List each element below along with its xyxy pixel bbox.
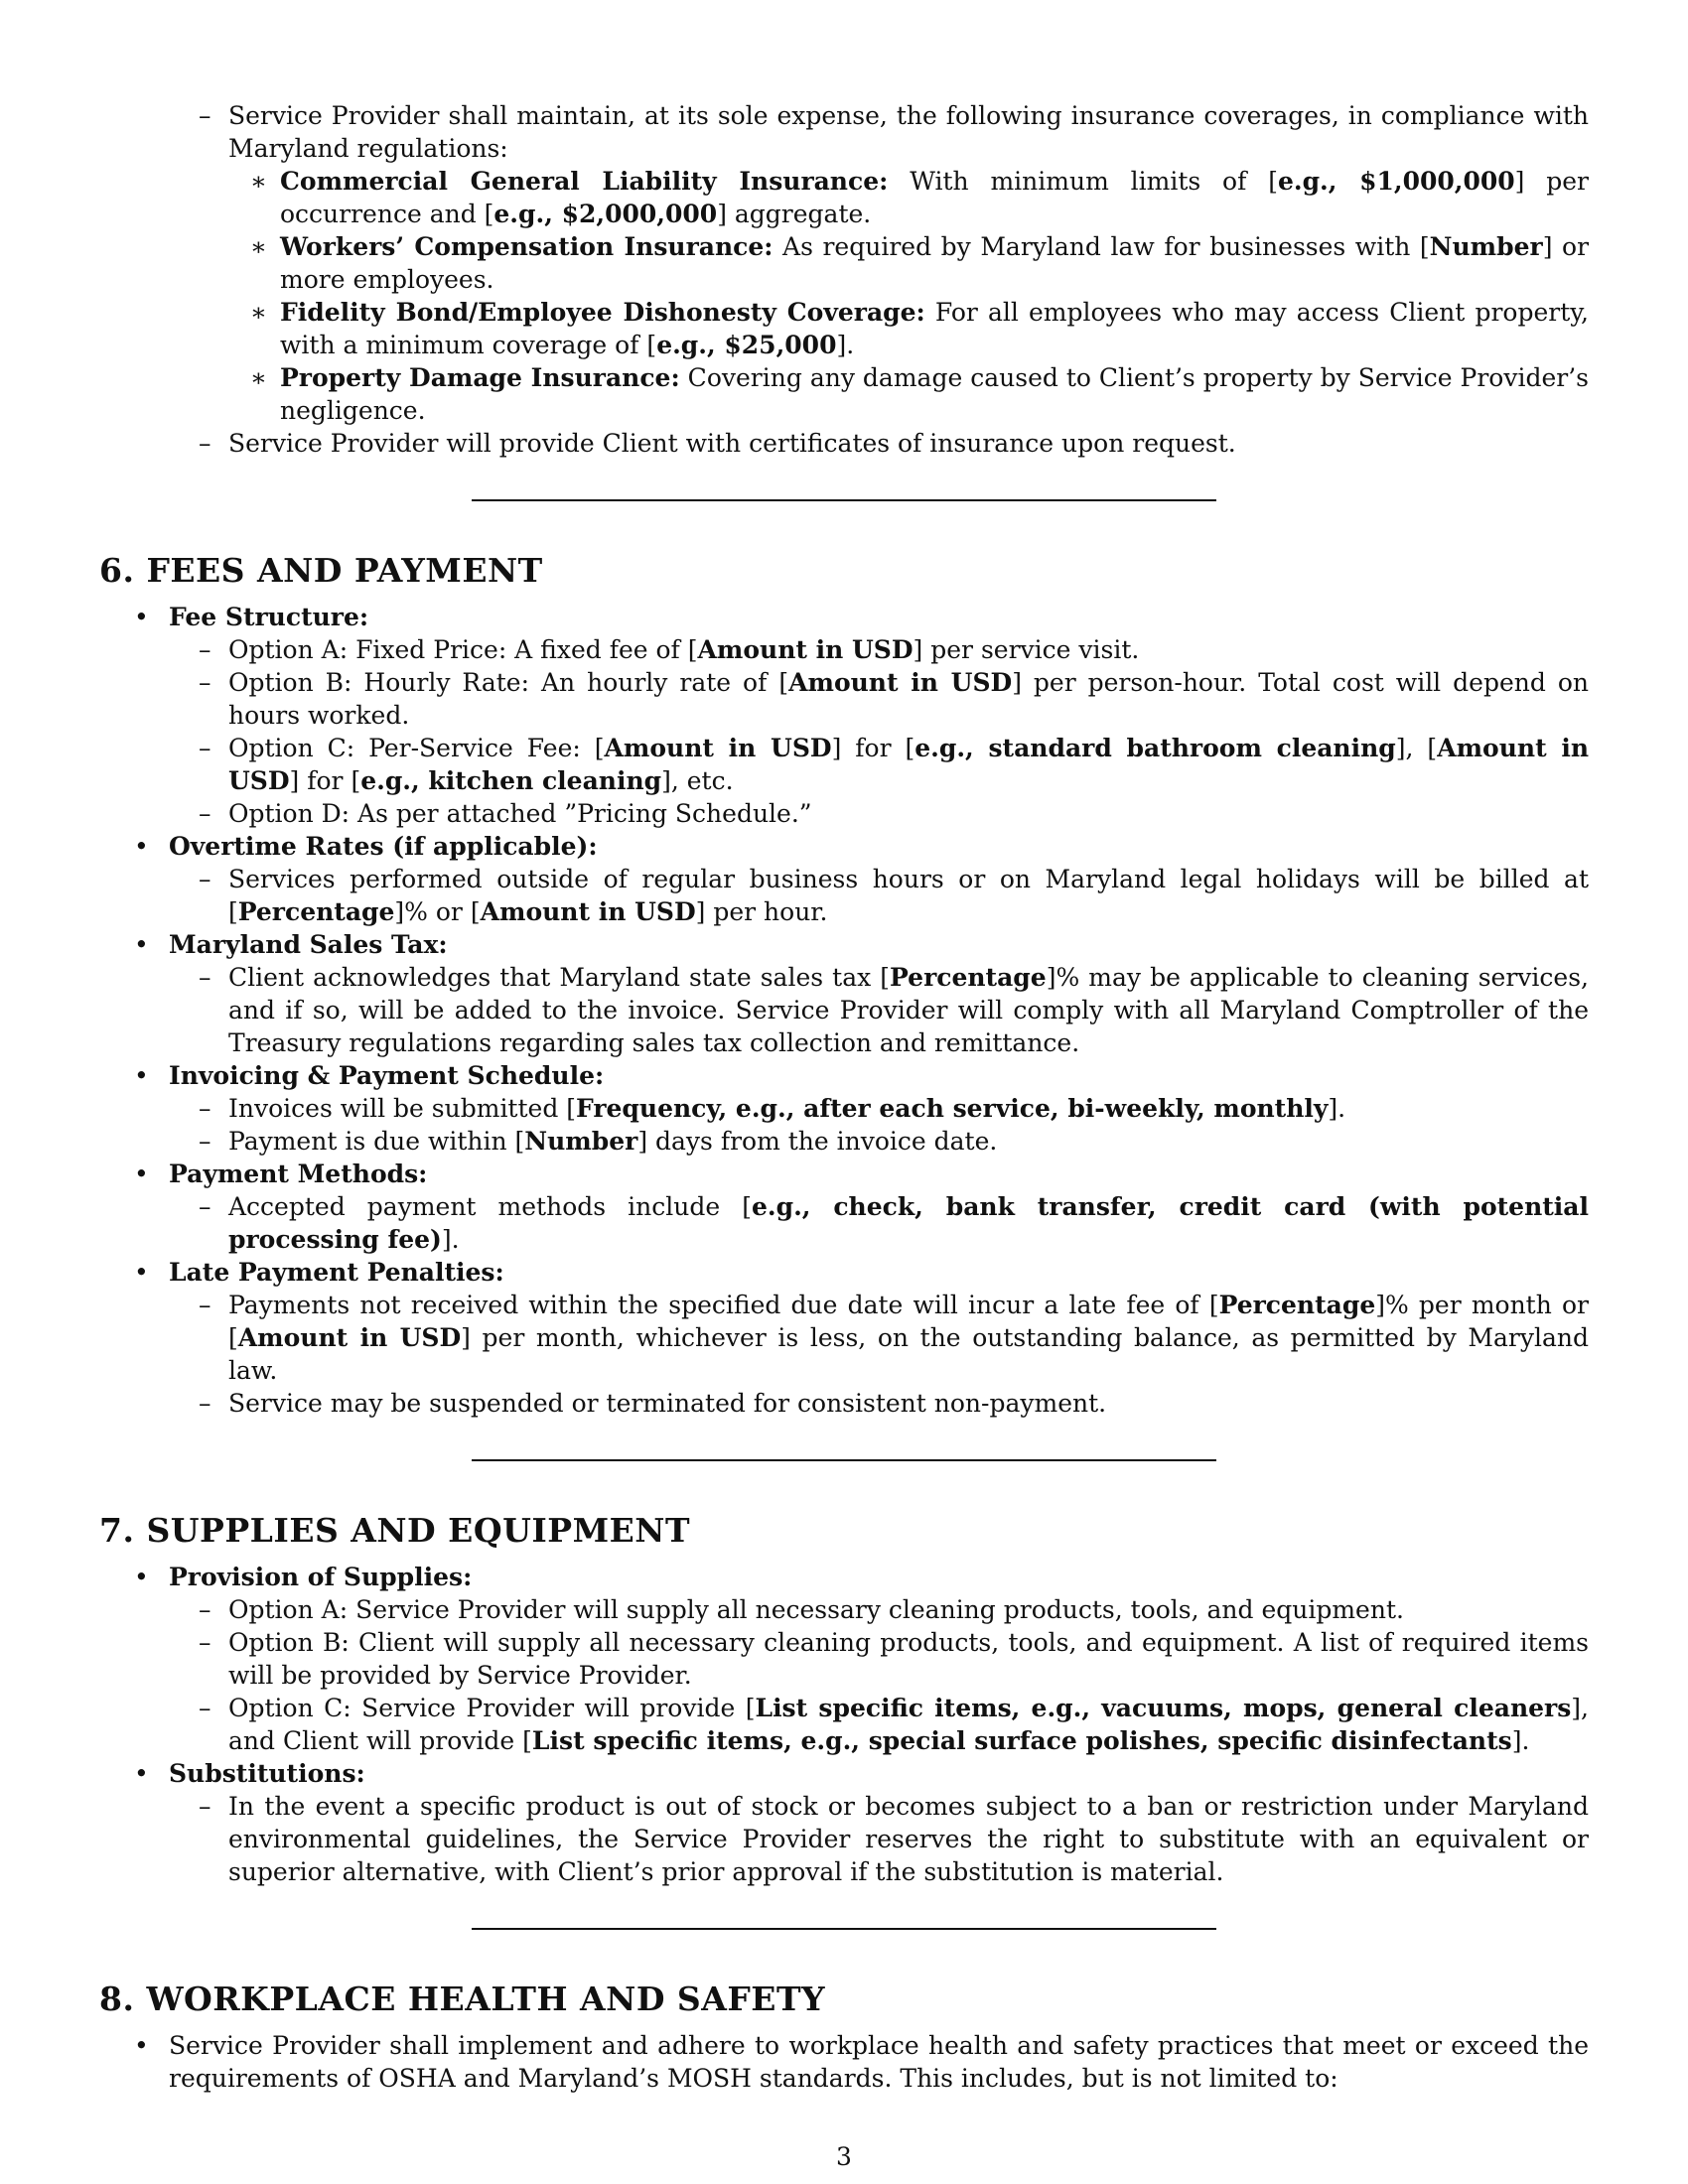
section-divider <box>472 1459 1216 1461</box>
section-heading-health-safety: 8. WORKPLACE HEALTH AND SAFETY <box>99 1979 826 2018</box>
insurance-intro: – Service Provider shall maintain, at its sole expense, the following insurance coverages, in compliance with Maryland regulations: <box>199 101 1589 163</box>
dash-marker: – <box>199 1595 211 1624</box>
insurance-item-fidelity-bond: ∗ Fidelity Bond/Employee Dishonesty Coverage: For all employees who may access Client property, with a minimum coverage of [e.g., $25,000]. <box>250 298 1589 359</box>
payment-methods-text: – Accepted payment methods include [e.g., check, bank transfer, credit card (with potential processing fee)]. <box>199 1192 1589 1254</box>
insurance-item-property-damage: ∗ Property Damage Insurance: Covering any damage caused to Client’s property by Service Provider’s negligence. <box>250 363 1589 425</box>
fee-option-b: – Option B: Hourly Rate: An hourly rate of [Amount in USD] per person-hour. Total cost will depend on hours worked. <box>199 668 1589 730</box>
dash-marker: – <box>199 1389 211 1418</box>
list-item-fee-structure: • Fee Structure: <box>134 603 369 631</box>
suspension-text: – Service may be suspended or terminated for consistent non-payment. <box>199 1389 1107 1418</box>
dash-marker: – <box>199 734 211 762</box>
dash-marker: – <box>199 1192 211 1221</box>
dash-marker: – <box>199 799 211 828</box>
sales-tax-text: – Client acknowledges that Maryland state sales tax [Percentage]% may be applicable to cleaning services, and if so, will be added to the invoice. Service Provider will comply with all Maryland Comptroller of the Treasury regulations regarding sales tax collection and remittance. <box>199 963 1589 1057</box>
section-divider <box>472 1928 1216 1930</box>
list-item-substitutions: • Substitutions: <box>134 1759 365 1788</box>
bullet-marker: • <box>134 1061 149 1090</box>
bullet-marker: • <box>134 2031 149 2060</box>
dash-marker: – <box>199 1792 211 1821</box>
section-divider <box>472 499 1216 501</box>
list-item-invoicing: • Invoicing & Payment Schedule: <box>134 1061 605 1090</box>
section-heading-supplies: 7. SUPPLIES AND EQUIPMENT <box>99 1511 690 1550</box>
dash-marker: – <box>199 101 211 130</box>
dash-marker: – <box>199 1291 211 1319</box>
invoicing-frequency: – Invoices will be submitted [Frequency, e.g., after each service, bi-weekly, monthly]. <box>199 1094 1346 1123</box>
dash-marker: – <box>199 963 211 992</box>
page-number: 3 <box>836 2142 852 2171</box>
insurance-certificates: – Service Provider will provide Client with certificates of insurance upon request. <box>199 429 1236 458</box>
fee-option-c: – Option C: Per-Service Fee: [Amount in USD] for [e.g., standard bathroom cleaning], [Amount in USD] for [e.g., kitchen cleaning], etc. <box>199 734 1590 795</box>
star-marker: ∗ <box>250 232 267 261</box>
overtime-text: – Services performed outside of regular business hours or on Maryland legal holidays will be billed at [Percentage]% or [Amount in USD] per hour. <box>199 865 1589 926</box>
star-marker: ∗ <box>250 363 267 392</box>
page-content <box>99 99 1589 2095</box>
insurance-item-cgl: ∗ Commercial General Liability Insurance: With minimum limits of [e.g., $1,000,000] per occurrence and [e.g., $2,000,000] aggregate. <box>250 167 1590 228</box>
dash-marker: – <box>199 1694 211 1722</box>
late-fee-text: – Payments not received within the specified due date will incur a late fee of [Percentage]% per month or [Amount in USD] per month, whichever is less, on the outstanding balance, as permitted by Maryland law. <box>199 1291 1589 1385</box>
dash-marker: – <box>199 668 211 697</box>
bullet-marker: • <box>134 1258 149 1287</box>
dash-marker: – <box>199 1127 211 1156</box>
fee-option-d: – Option D: As per attached ”Pricing Schedule.” <box>199 799 812 828</box>
supplies-option-c: – Option C: Service Provider will provide [List specific items, e.g., vacuums, mops, general cleaners], and Client will provide [List specific items, e.g., special surface polishes, specific disinfectants]. <box>199 1694 1589 1755</box>
invoicing-due: – Payment is due within [Number] days from the invoice date. <box>199 1127 998 1156</box>
list-item-provision: • Provision of Supplies: <box>134 1563 473 1591</box>
bullet-marker: • <box>134 832 149 861</box>
bullet-marker: • <box>134 603 149 631</box>
substitutions-text: – In the event a specific product is out of stock or becomes subject to a ban or restriction under Maryland environmental guidelines, the Service Provider reserves the right to substitute with an equivalent or superior alternative, with Client’s prior approval if the substitution is material. <box>199 1792 1589 1886</box>
list-item-late-penalties: • Late Payment Penalties: <box>134 1258 504 1287</box>
star-marker: ∗ <box>250 298 267 327</box>
bullet-marker: • <box>134 1160 149 1188</box>
dash-marker: – <box>199 635 211 664</box>
supplies-option-a: – Option A: Service Provider will supply all necessary cleaning products, tools, and equipment. <box>199 1595 1404 1624</box>
insurance-item-workers-comp: ∗ Workers’ Compensation Insurance: As required by Maryland law for businesses with [Number] or more employees. <box>250 232 1590 294</box>
section-heading-fees: 6. FEES AND PAYMENT <box>99 551 543 590</box>
health-safety-intro: • Service Provider shall implement and adhere to workplace health and safety practices that meet or exceed the requirements of OSHA and Maryland’s MOSH standards. This includes, but is not limited to: <box>134 2031 1589 2093</box>
bullet-marker: • <box>134 930 149 959</box>
fee-option-a: – Option A: Fixed Price: A fixed fee of [Amount in USD] per service visit. <box>199 635 1140 664</box>
star-marker: ∗ <box>250 167 267 196</box>
dash-marker: – <box>199 865 211 893</box>
supplies-option-b: – Option B: Client will supply all necessary cleaning products, tools, and equipment. A list of required items will be provided by Service Provider. <box>199 1628 1589 1690</box>
dash-marker: – <box>199 1628 211 1657</box>
bullet-marker: • <box>134 1563 149 1591</box>
bullet-marker: • <box>134 1759 149 1788</box>
dash-marker: – <box>199 1094 211 1123</box>
dash-marker: – <box>199 429 211 458</box>
list-item-sales-tax: • Maryland Sales Tax: <box>134 930 448 959</box>
list-item-overtime: • Overtime Rates (if applicable): <box>134 832 598 861</box>
list-item-payment-methods: • Payment Methods: <box>134 1160 428 1188</box>
